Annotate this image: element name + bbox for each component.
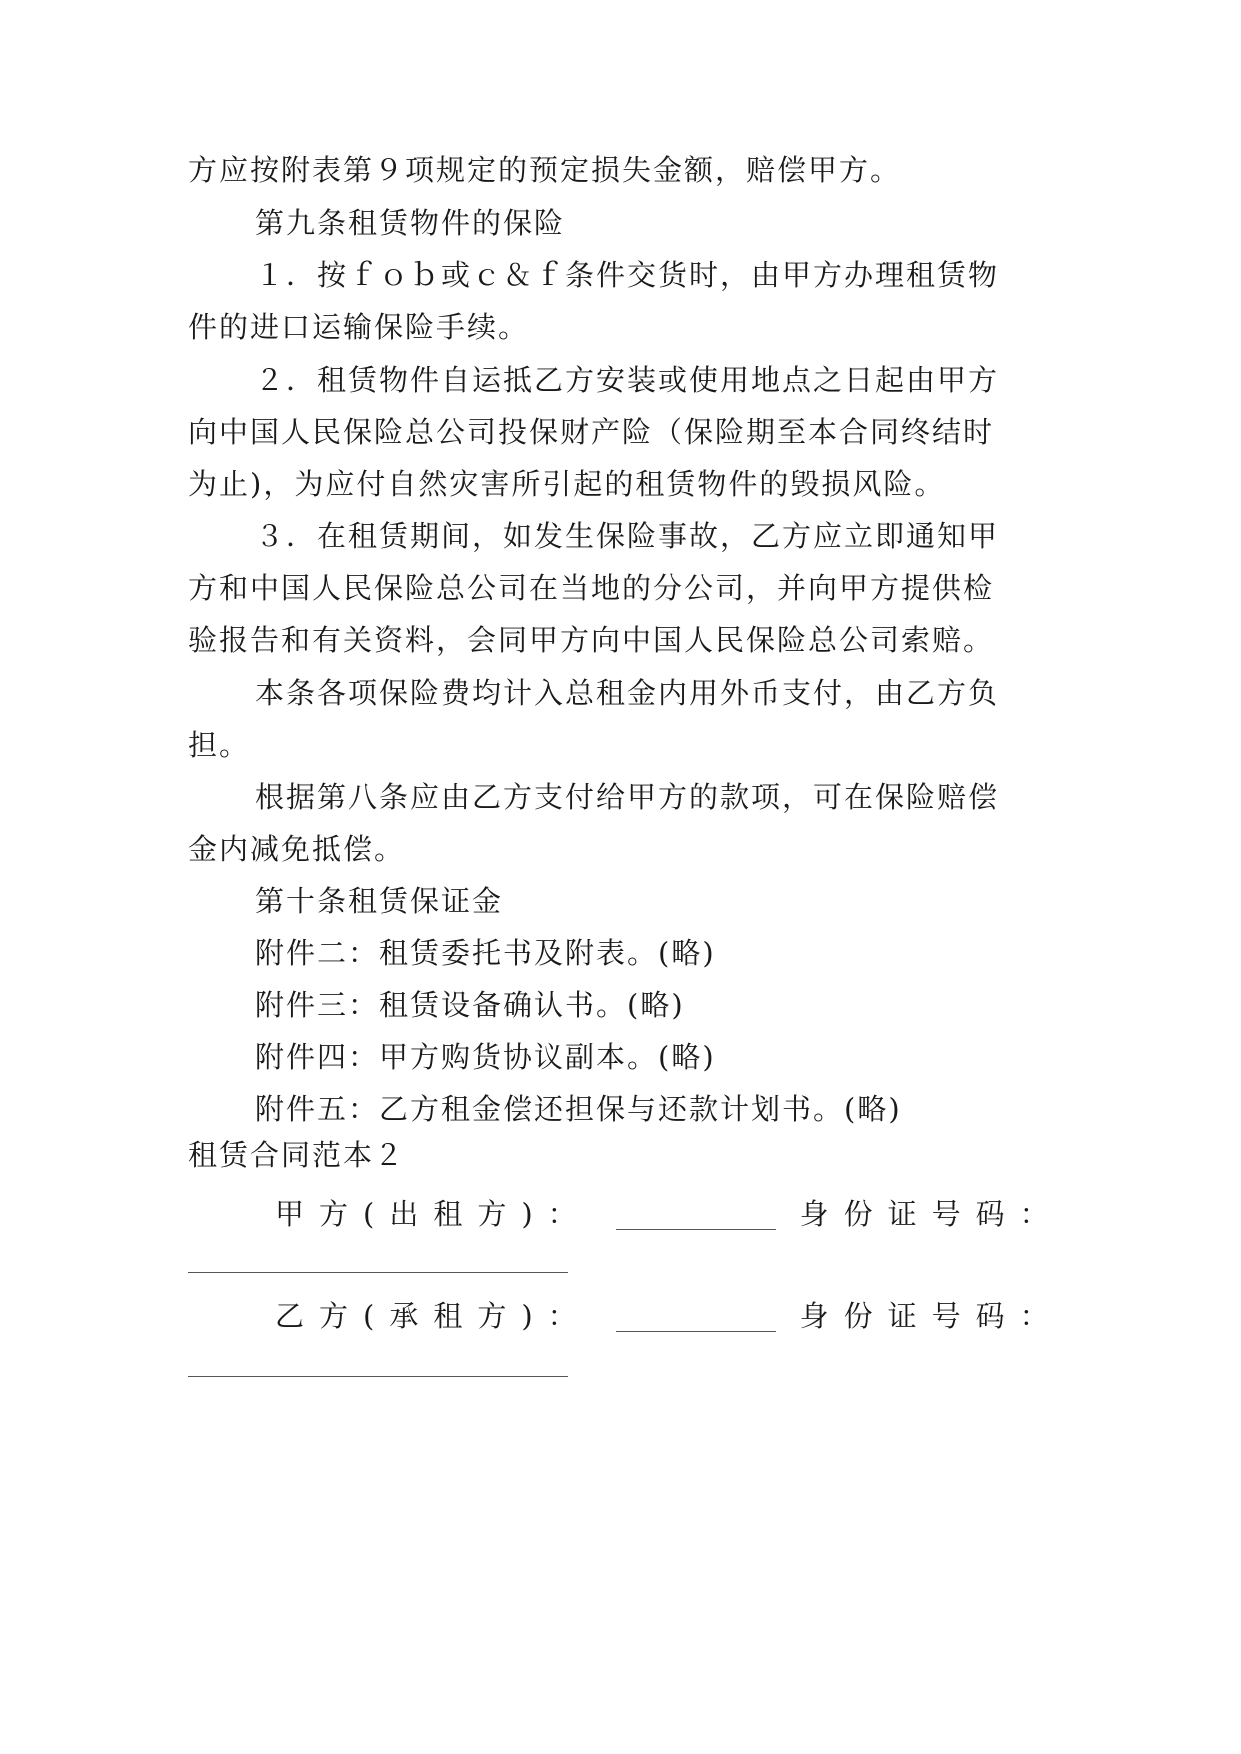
text-line: ２．租赁物件自运抵乙方安装或使用地点之日起由甲方: [255, 363, 1000, 397]
section-heading: 第九条租赁物件的保险: [255, 206, 566, 240]
party-a-label: 甲方(出租方)：: [275, 1197, 592, 1231]
text-line: 本条各项保险费均计入总租金内用外币支付，由乙方负: [255, 676, 1000, 710]
text-line: 担。: [188, 728, 251, 762]
attachment-line: 附件四：甲方购货协议副本。(略): [255, 1040, 716, 1074]
attachment-line: 附件三：租赁设备确认书。(略): [255, 988, 685, 1022]
party-b-id-blank: [188, 1376, 568, 1377]
text-line: 为止)，为应付自然灾害所引起的租赁物件的毁损风险。: [188, 467, 946, 501]
text-line: 验报告和有关资料，会同甲方向中国人民保险总公司索赔。: [188, 623, 995, 657]
text-line: 向中国人民保险总公司投保财产险（保险期至本合同终结时: [188, 415, 995, 449]
document-title: 租赁合同范本２: [188, 1138, 406, 1172]
party-a-name-blank: [616, 1203, 776, 1230]
text-line: 方应按附表第９项规定的预定损失金额，赔偿甲方。: [188, 153, 902, 187]
party-a-row: [275, 1194, 1064, 1234]
section-heading: 第十条租赁保证金: [255, 884, 504, 918]
text-line: ３．在租赁期间，如发生保险事故，乙方应立即通知甲: [255, 519, 1000, 553]
party-a-id-label: 身份证号码：: [799, 1197, 1064, 1231]
party-a-id-blank: [188, 1272, 568, 1273]
text-line: 金内减免抵偿。: [188, 832, 406, 866]
text-line: 件的进口运输保险手续。: [188, 310, 530, 344]
party-b-label: 乙方(承租方)：: [275, 1299, 592, 1333]
attachment-line: 附件五：乙方租金偿还担保与还款计划书。(略): [255, 1092, 902, 1126]
text-line: 根据第八条应由乙方支付给甲方的款项，可在保险赔偿: [255, 780, 1000, 814]
text-line: 方和中国人民保险总公司在当地的分公司，并向甲方提供检: [188, 571, 995, 605]
party-b-name-blank: [616, 1305, 776, 1332]
attachment-line: 附件二：租赁委托书及附表。(略): [255, 936, 716, 970]
text-line: １．按ｆｏｂ或ｃ＆ｆ条件交货时，由甲方办理租赁物: [255, 258, 1000, 292]
party-b-id-label: 身份证号码：: [799, 1299, 1064, 1333]
party-b-row: [275, 1296, 1064, 1336]
